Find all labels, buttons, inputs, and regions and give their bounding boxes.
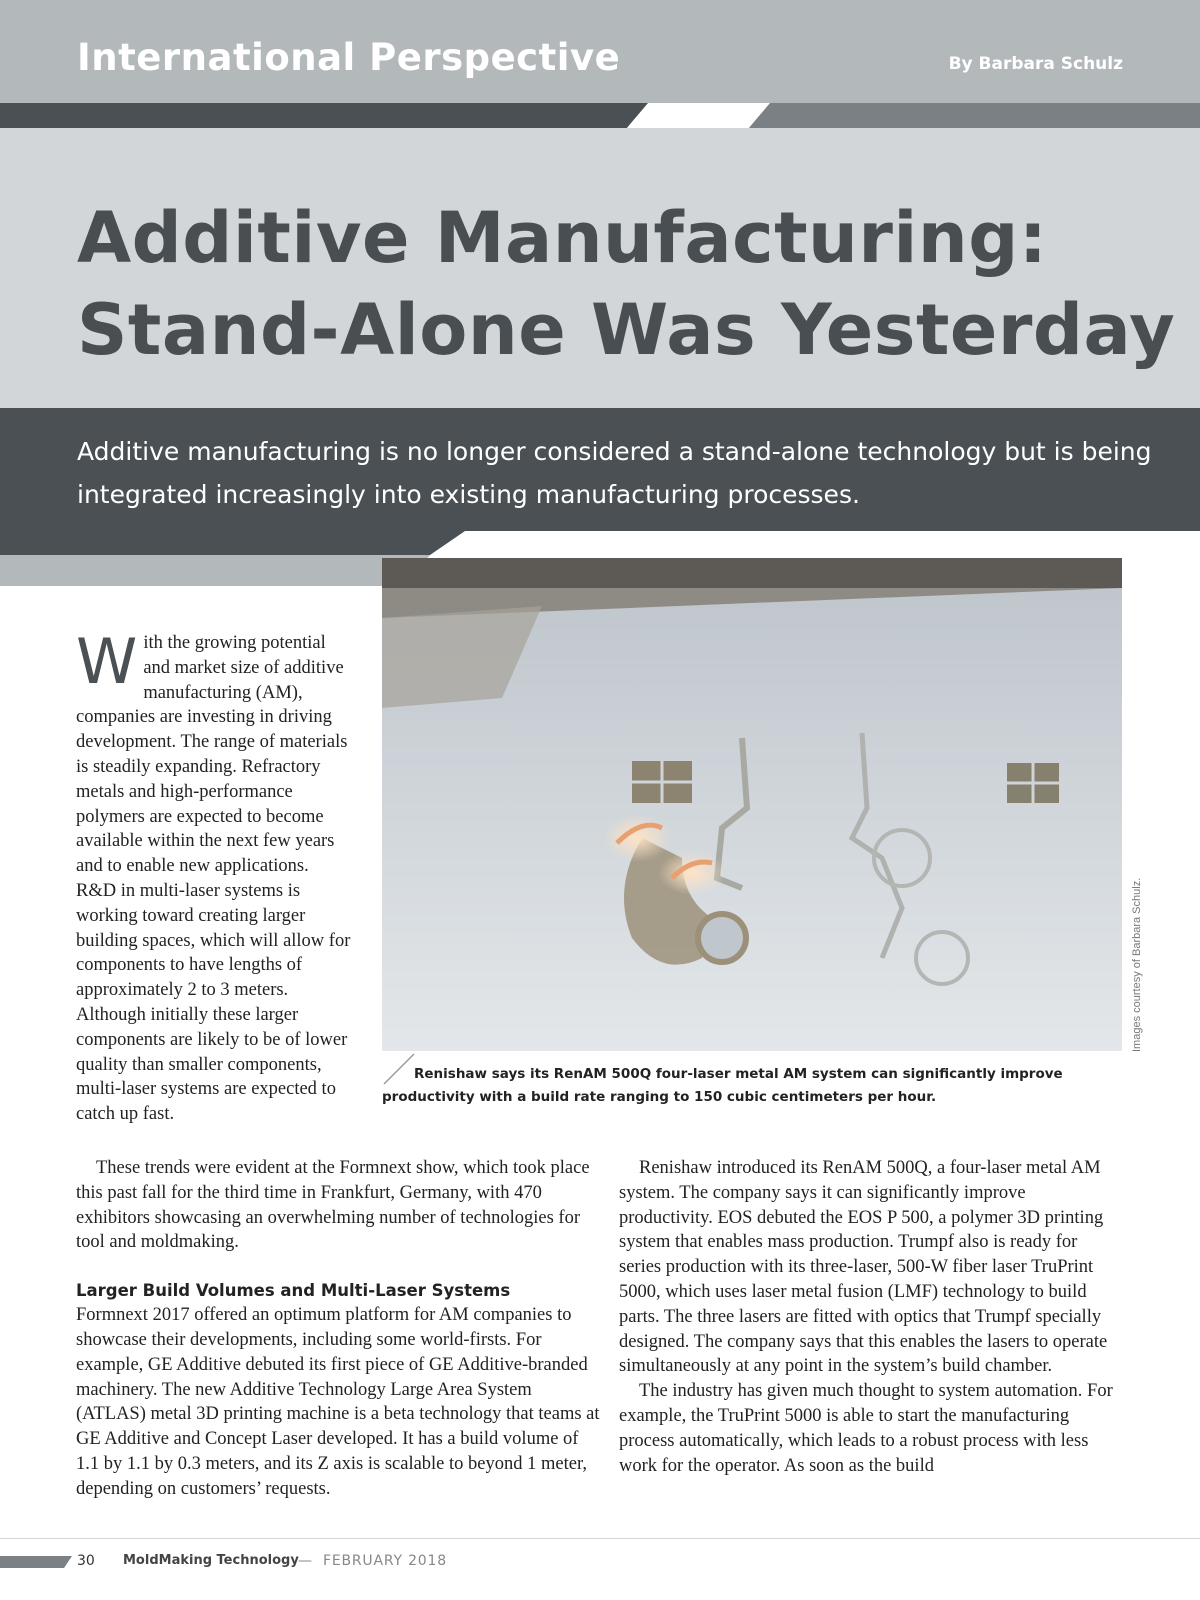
photo-credit: Images courtesy of Barbara Schulz.	[1131, 877, 1143, 1052]
paragraph-1: ith the growing potential and market size of additive manufacturing (AM), companies are investing in driving development. The range of materials is steadily expanding. Refractory metals and high-performance polymers are expected to become available within the next few years and to enable new applications. R&D in multi-laser systems is working toward creating larger building spaces, which will allow for components to have lengths of approximately 2 to 3 meters. Although initially these larger components are likely to be of lower quality than smaller components, multi-laser systems are expected to catch up fast.	[76, 633, 351, 1125]
byline: By Barbara Schulz	[948, 54, 1123, 74]
article-deck: Additive manufacturing is no longer considered a stand-alone technology but is being integrated increasingly into existing manufacturing processes.	[77, 437, 1152, 509]
drop-cap: W	[76, 625, 138, 698]
stripe-left	[0, 103, 648, 129]
header-stripes	[0, 103, 1200, 129]
paragraph-4: Renishaw introduced its RenAM 500Q, a four-laser metal AM system. The company says it can significantly improve productivity. EOS debuted the EOS P 500, a polymer 3D printing system that enables mass production. Trumpf also is ready for series production with its three-laser, 500-W fiber laser TruPrint 5000, which uses laser metal fusion (LMF) technology to build parts. The three lasers are fitted with optics that Trumpf specially designed. The company says that this enables the lasers to operate simultaneously at any point in the system’s build chamber.	[619, 1158, 1108, 1377]
footer-separator: —	[298, 1553, 312, 1569]
photo-caption: Renishaw says its RenAM 500Q four-laser metal AM system can significantly improve productivity with a build rate ranging to 150 cubic centimeters per hour.	[382, 1066, 1063, 1105]
stripe-right	[748, 103, 1200, 129]
paragraph-2: These trends were evident at the Formnext show, which took place this past fall for the third time in Frankfurt, Germany, with 470 exhibitors showcasing an overwhelming number of technologies for tool and moldmaking.	[76, 1158, 590, 1253]
column-left	[76, 1156, 601, 1502]
title-line-2: Stand-Alone Was Yesterday	[77, 289, 1176, 371]
title-line-1: Additive Manufacturing:	[77, 197, 1048, 279]
page-number: 30	[77, 1553, 95, 1569]
subhead: Larger Build Volumes and Multi-Laser Systems	[76, 1281, 511, 1301]
footer-bar	[0, 1556, 72, 1568]
column-left-intro	[76, 625, 351, 1127]
paragraph-5: The industry has given much thought to system automation. For example, the TruPrint 5000 is able to start the manufacturing process automatically, which leads to a robust process with less work for the operator. As soon as the build	[619, 1381, 1113, 1476]
article-title	[77, 192, 1177, 376]
paragraph-3: Formnext 2017 offered an optimum platform for AM companies to showcase their developments, including some world-firsts. For example, GE Additive debuted its first piece of GE Additive-branded machinery. The new Additive Technology Large Area System (ATLAS) metal 3D printing machine is a beta technology that teams at GE Additive and Concept Laser developed. It has a build volume of 1.1 by 1.1 by 0.3 meters, and its Z axis is scalable to beyond 1 meter, depending on customers’ requests.	[76, 1305, 600, 1499]
footer-rule	[0, 1538, 1200, 1539]
article-photo	[382, 558, 1122, 1051]
publication-name: MoldMaking Technology	[123, 1553, 299, 1568]
section-title: International Perspective	[77, 36, 621, 79]
issue-date: FEBRUARY 2018	[323, 1553, 447, 1569]
column-right	[619, 1156, 1124, 1478]
